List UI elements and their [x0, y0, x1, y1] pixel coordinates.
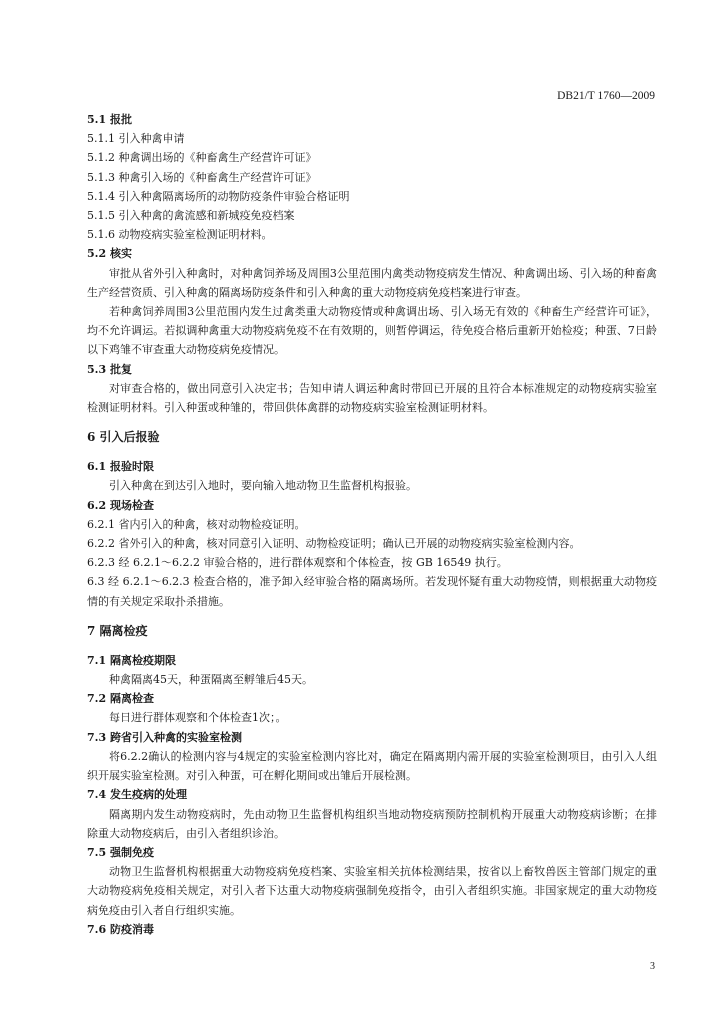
list-item: 6.2.1 省内引入的种禽，核对动物检疫证明。 [87, 517, 306, 531]
paragraph: 种禽隔离45天，种蛋隔离至孵雏后45天。 [109, 673, 313, 687]
paragraph: 动物卫生监督机构根据重大动物疫病免疫档案、实验室相关抗体检测结果，按省以上畜牧兽医主管部门规定的重大动物疫病免疫相关规定，对引入者下达重大动物疫病强制免疫指令，由引入者组织实施。非国家规定的重大动物疫病免疫由引入者自行组织实施。 [87, 865, 657, 917]
paragraph: 若种禽饲养周围3公里范围内发生过禽类重大动物疫情或种禽调出场、引入场无有效的《种畜生产经营许可证》，均不允许调运。若拟调种禽重大动物疫病免疫不在有效期的，则暂停调运，待免疫合格后重新开始检疫；种蛋、7日龄以下鸡雏不审查重大动物疫病免疫情况。 [87, 305, 657, 357]
list-item: 5.1.3 种禽引入场的《种畜禽生产经营许可证》 [87, 170, 317, 184]
section-6-1-heading: 6.1 报验时限 [87, 460, 154, 474]
list-item: 5.1.5 引入种禽的禽流感和新城疫免疫档案 [87, 209, 295, 223]
section-5-3-heading: 5.3 批复 [87, 362, 132, 376]
standard-code: DB21/T 1760—2009 [557, 90, 655, 102]
paragraph: 对审查合格的，做出同意引入决定书；告知申请人调运种禽时带回已开展的且符合本标准规定的动物疫病实验室检测证明材料。引入种蛋或种雏的，带回供体禽群的动物疫病实验室检测证明材料。 [87, 381, 657, 415]
section-7-6-heading: 7.6 防疫消毒 [87, 922, 154, 936]
paragraph: 引入种禽在到达引入地时，要向输入地动物卫生监督机构报验。 [109, 479, 417, 493]
section-7-3-heading: 7.3 跨省引入种禽的实验室检测 [87, 730, 242, 744]
section-7-heading: 7 隔离检疫 [87, 623, 148, 638]
list-item: 5.1.4 引入种禽隔离场所的动物防疫条件审验合格证明 [87, 189, 350, 203]
section-6-heading: 6 引入后报验 [87, 430, 160, 445]
paragraph: 隔离期内发生动物疫病时，先由动物卫生监督机构组织当地动物疫病预防控制机构开展重大动物疫病诊断；在排除重大动物疫病后，由引入者组织诊治。 [87, 807, 657, 840]
document-body [87, 110, 657, 939]
list-item: 5.1.1 引入种禽申请 [87, 132, 185, 146]
paragraph: 每日进行群体观察和个体检查1次；。 [109, 711, 287, 725]
section-7-1-heading: 7.1 隔离检疫期限 [87, 653, 176, 667]
list-item: 6.2.3 经 6.2.1～6.2.2 审验合格的，进行群体观察和个体检查，按 GB 16549 执行。 [87, 556, 508, 570]
section-5-2-heading: 5.2 核实 [87, 247, 132, 261]
section-7-2-heading: 7.2 隔离检查 [87, 692, 154, 706]
paragraph: 审批从省外引入种禽时，对种禽饲养场及周围3公里范围内禽类动物疫病发生情况、种禽调出场、引入场的种畜禽生产经营资质、引入种禽的隔离场防疫条件和引入种禽的重大动物疫病免疫档案进行审查。 [87, 266, 657, 299]
section-5-1-heading: 5.1 报批 [87, 113, 132, 126]
section-6-2-heading: 6.2 现场检查 [87, 498, 154, 512]
paragraph: 将6.2.2确认的检测内容与4规定的实验室检测内容比对，确定在隔离期内需开展的实验室检测项目，由引入人组织开展实验室检测。对引入种蛋，可在孵化期间或出雏后开展检测。 [87, 749, 657, 783]
section-7-4-heading: 7.4 发生疫病的处理 [87, 788, 187, 802]
page-number: 3 [650, 961, 655, 972]
section-7-5-heading: 7.5 强制免疫 [87, 845, 154, 859]
list-item: 5.1.6 动物疫病实验室检测证明材料。 [87, 228, 273, 242]
list-item: 6.3 经 6.2.1～6.2.3 检查合格的，准予卸入经审验合格的隔离场所。若发现怀疑有重大动物疫情，则根据重大动物疫情的有关规定采取扑杀措施。 [87, 575, 657, 608]
list-item: 5.1.2 种禽调出场的《种畜禽生产经营许可证》 [87, 151, 317, 165]
list-item: 6.2.2 省外引入的种禽，核对同意引入证明、动物检疫证明；确认已开展的动物疫病实验室检测内容。 [87, 537, 581, 551]
